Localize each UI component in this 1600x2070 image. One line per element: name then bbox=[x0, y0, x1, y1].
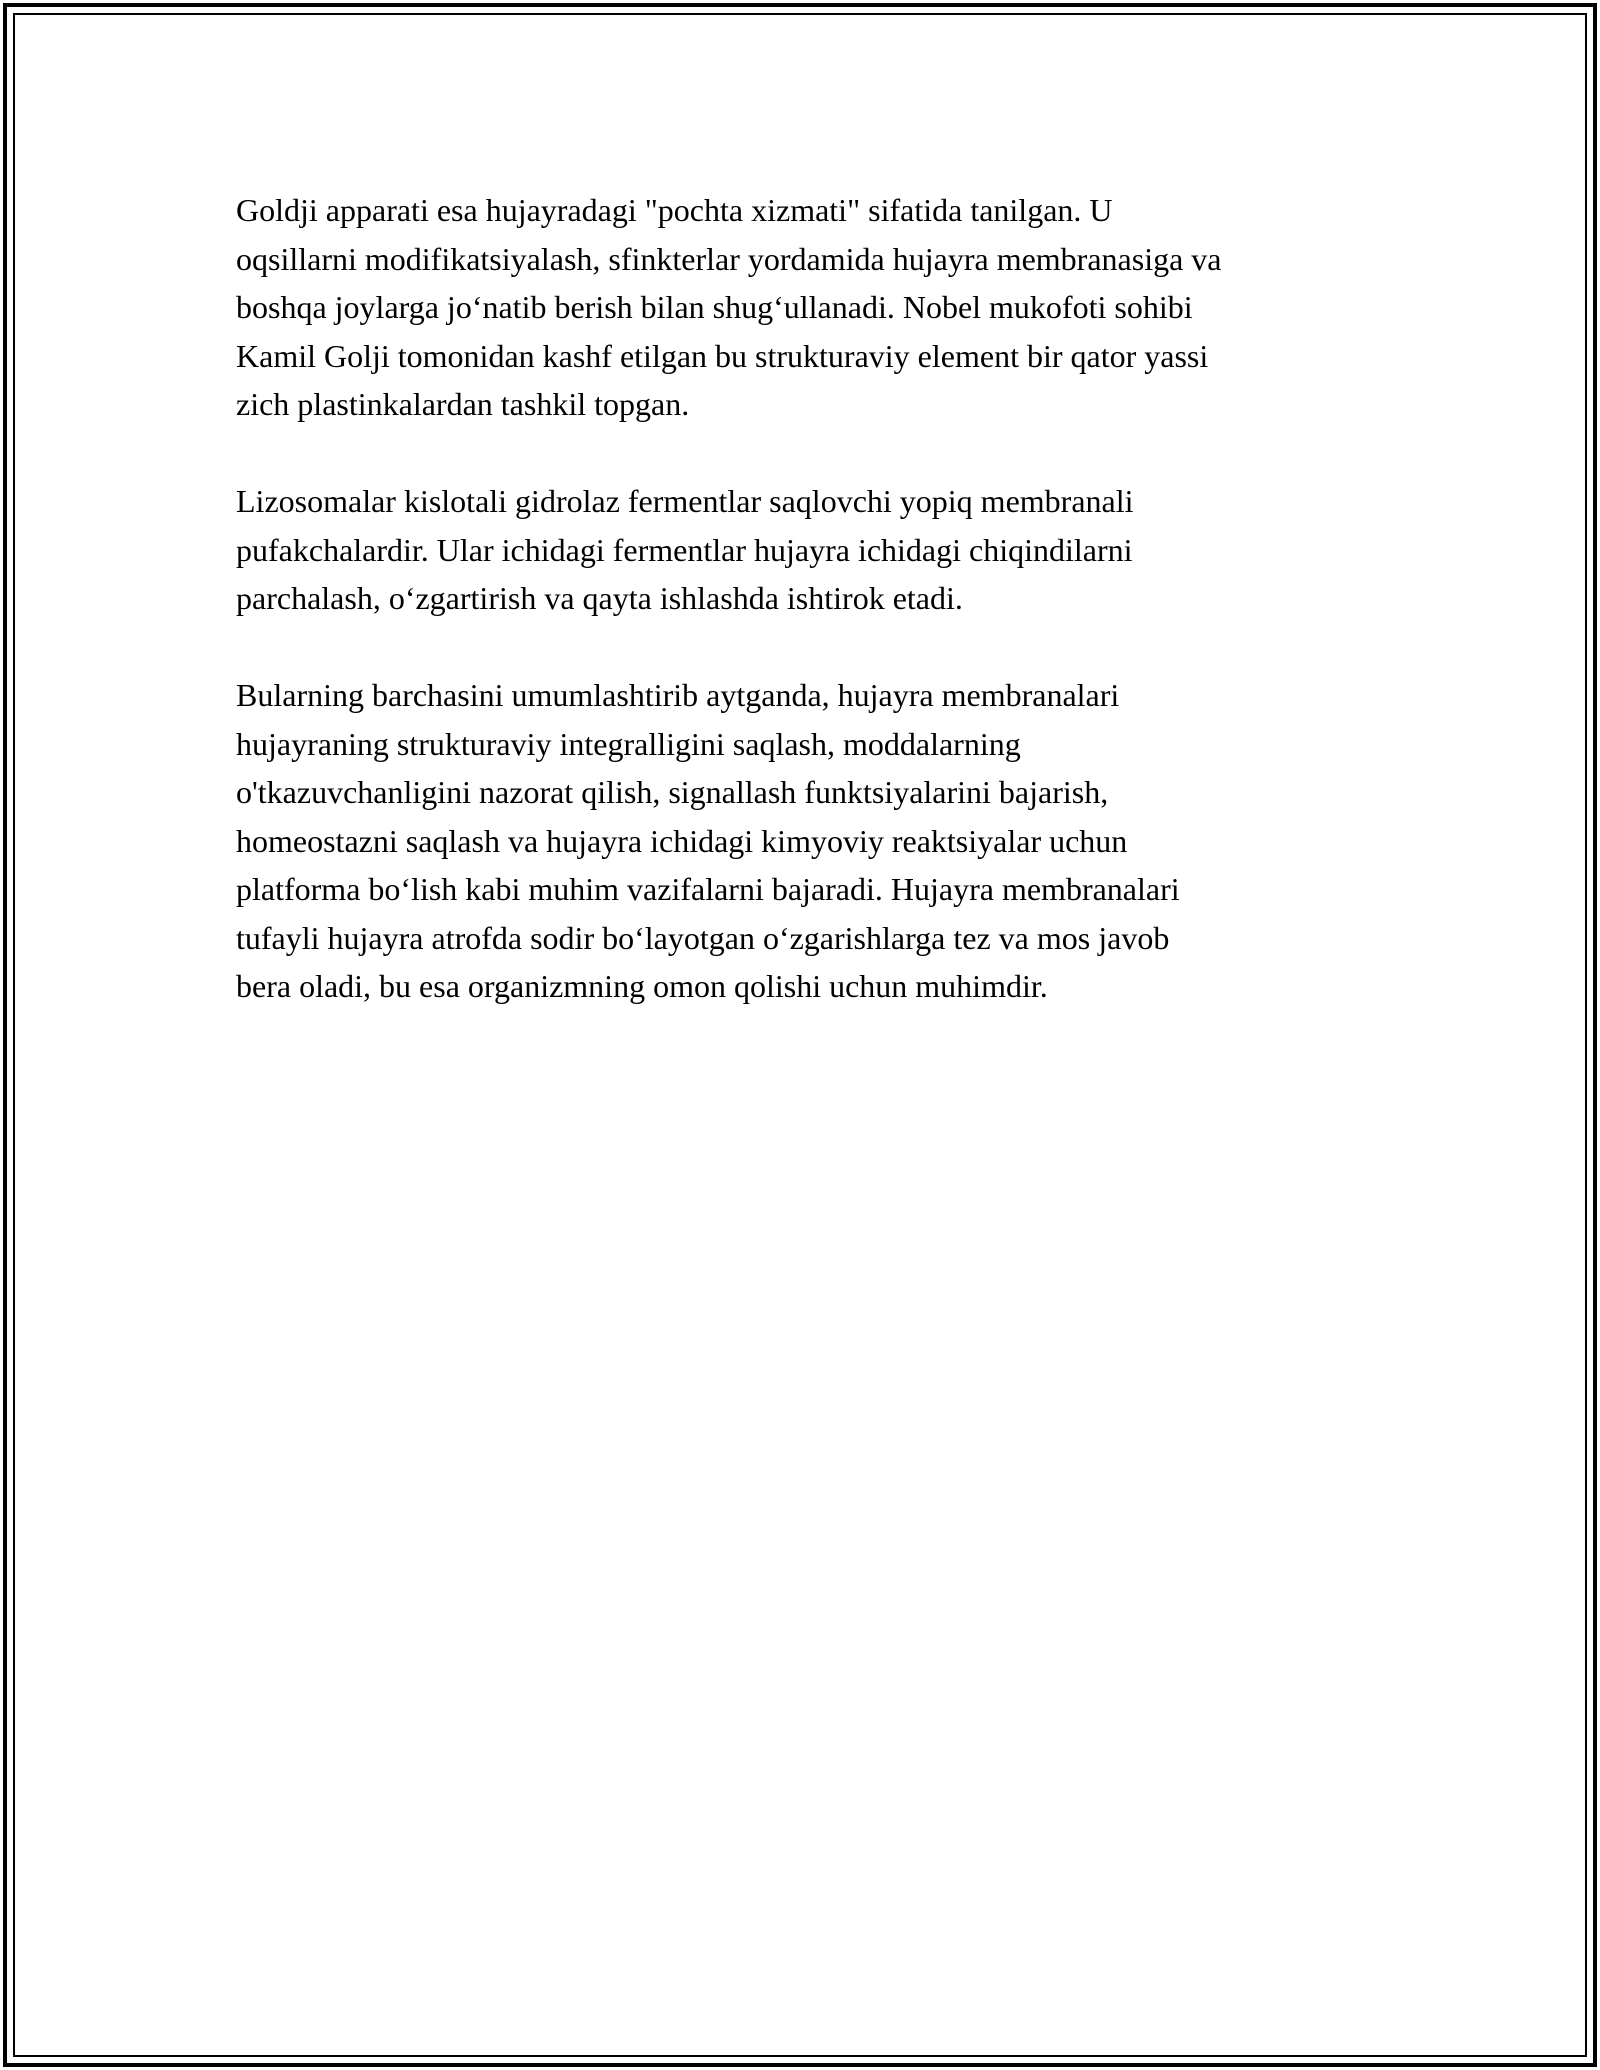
text-line: bera oladi, bu esa organizmning omon qolishi uchun muhimdir. bbox=[236, 968, 1048, 1004]
paragraph-lysosomes bbox=[236, 477, 1376, 623]
text-line: Goldji apparati esa hujayradagi "pochta xizmati" sifatida tanilgan. U bbox=[236, 192, 1113, 228]
text-line: platforma bo‘lish kabi muhim vazifalarni bajaradi. Hujayra membranalari bbox=[236, 871, 1180, 907]
text-line: zich plastinkalardan tashkil topgan. bbox=[236, 386, 690, 422]
paragraph-golgi bbox=[236, 186, 1376, 429]
text-line: o'tkazuvchanligini nazorat qilish, signallash funktsiyalarini bajarish, bbox=[236, 774, 1109, 810]
text-line: oqsillarni modifikatsiyalash, sfinkterlar yordamida hujayra membranasiga va bbox=[236, 240, 1222, 277]
text-line: Lizosomalar kislotali gidrolaz fermentlar saqlovchi yopiq membranali bbox=[236, 483, 1134, 519]
text-line: pufakchalardir. Ular ichidagi fermentlar hujayra ichidagi chiqindilarni bbox=[236, 531, 1133, 568]
text-line: Bularning barchasini umumlashtirib aytganda, hujayra membranalari bbox=[236, 677, 1120, 713]
document-body bbox=[236, 186, 1376, 1011]
text-line: parchalash, o‘zgartirish va qayta ishlashda ishtirok etadi. bbox=[236, 580, 963, 616]
text-line: Kamil Golji tomonidan kashf etilgan bu strukturaviy element bir qator yassi bbox=[236, 337, 1209, 374]
text-line: tufayli hujayra atrofda sodir bo‘layotgan o‘zgarishlarga tez va mos javob bbox=[236, 919, 1170, 956]
paragraph-summary bbox=[236, 671, 1376, 1011]
text-line: homeostazni saqlash va hujayra ichidagi kimyoviy reaktsiyalar uchun bbox=[236, 822, 1128, 859]
text-line: hujayraning strukturaviy integralligini saqlash, moddalarning bbox=[236, 725, 1021, 762]
text-line: boshqa joylarga jo‘natib berish bilan shug‘ullanadi. Nobel mukofoti sohibi bbox=[236, 289, 1193, 325]
